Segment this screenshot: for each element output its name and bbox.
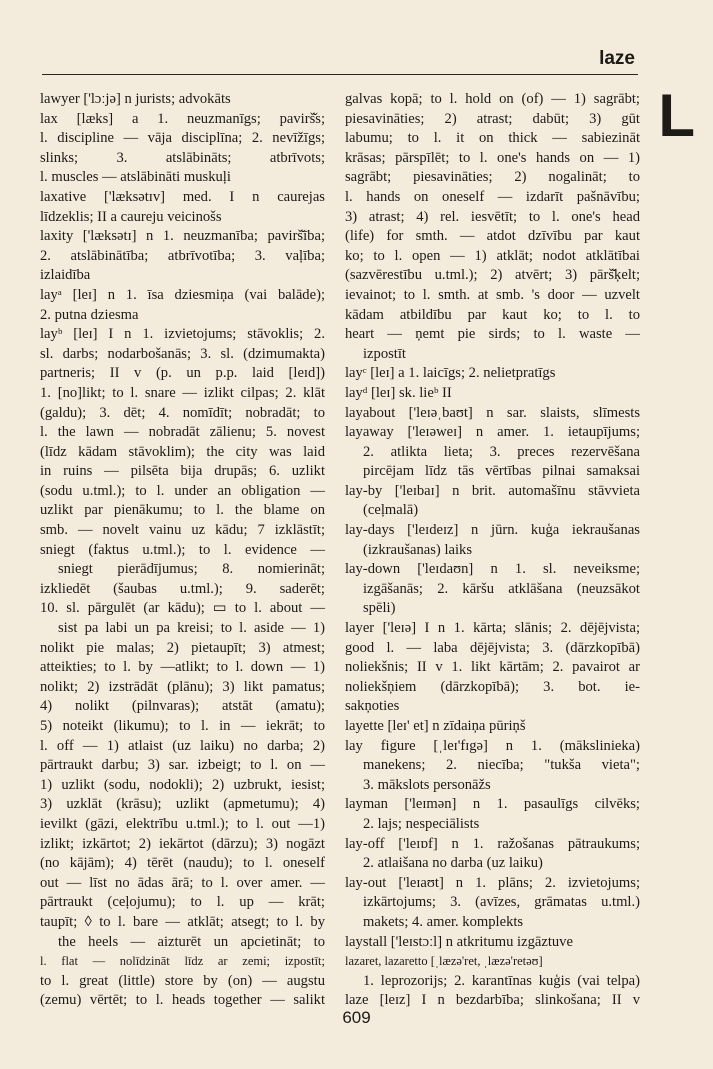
dictionary-line: layᵇ [leɪ] I n 1. izvietojums; stāvoklis; 2. [40, 326, 325, 343]
dictionary-line: lawyer ['lɔːjə] n jurists; advokāts [40, 91, 231, 107]
dictionary-line: the heels — aizturēt un apcietināt; to [58, 933, 325, 950]
dictionary-line: kādam atbildību par kaut ko; to l. to [345, 306, 640, 323]
dictionary-line: (life) for smth. — atdot dzīvību par kaut [345, 228, 640, 245]
dictionary-line: (līdz kādam stāvoklim); the city was laid [40, 443, 325, 460]
dictionary-line: (sodu u.tml.); to l. under an obligation — [40, 482, 325, 499]
dictionary-line: out — līst no ādas ārā; to l. over amer. — [40, 874, 325, 891]
dictionary-line: noliekšņiem (dārzkopībā); 3. bot. ie- [345, 678, 640, 695]
dictionary-line: (galdu); 3. dēt; 4. nomīdīt; nobradāt; to [40, 404, 325, 421]
dictionary-line: noliekšnis; II v 1. likt kārtām; 2. pavairot ar [345, 659, 640, 676]
dictionary-line: lay-off ['leɪɒf] n 1. ražošanas pātraukums; [345, 835, 640, 852]
dictionary-line: slinks; 3. atslābināts; atbrīvots; [40, 149, 325, 166]
dictionary-line: 1) uzlikt (sodu, nodokli); 2) uzbrukt, iesist; [40, 776, 325, 793]
dictionary-line: lax [læks] a 1. neuzmanīgs; pavirš̌s; [40, 110, 325, 127]
dictionary-line: laze [leɪz] I n bezdarbība; slinkošana; II v [345, 992, 640, 1009]
dictionary-line: layette [leɪ' et] n zīdaiņa pūriņš [345, 718, 526, 734]
dictionary-line: 2. atlikta lieta; 3. preces rezervēšana [363, 443, 640, 460]
dictionary-line: spēli) [363, 600, 396, 617]
dictionary-line: layabout ['leɪəˌbaʊt] n sar. slaists, slīmests [345, 404, 640, 421]
dictionary-line: (no kājām); 4) tērēt (naudu); to l. oneself [40, 855, 325, 872]
dictionary-line: sl. darbs; nodarbošanās; 3. sl. (dzimumakta) [40, 345, 325, 362]
dictionary-line: piesavināties; 2) atrast; dabūt; 3) gūt [345, 110, 640, 127]
dictionary-line: atteikties; to l. by —atlikt; to l. down — 1) [40, 659, 325, 676]
dictionary-line: l. hands on oneself — izdarīt pašnāvību; [345, 188, 640, 205]
dictionary-line: 2. atlaišana no darba (uz laiku) [363, 855, 543, 872]
dictionary-line: nolikt; 2) izstrādāt (plānu); 3) likt pamatus; [40, 678, 325, 695]
dictionary-line: makets; 4. amer. komplekts [363, 913, 524, 930]
left-column [40, 90, 325, 1009]
dictionary-line: izgāšanās; 2. kāršu atklāšana (neuzsākot [363, 580, 640, 597]
dictionary-line: good l. — laba dējējvista; 3. (dārzkopībā) [345, 639, 640, 656]
running-head-word: laze [599, 48, 635, 69]
dictionary-line: 2. lajs; nespeciālists [363, 815, 480, 832]
dictionary-line: sniegt pierādījumus; 8. nomierināt; [58, 561, 325, 578]
dictionary-line: lay-days ['leɪdeɪz] n jūrn. kuģa iekraušanas [345, 522, 640, 539]
header-rule [42, 74, 638, 75]
dictionary-line: izkārtojums; 3. (avīzes, grāmatas u.tml.) [363, 894, 640, 911]
dictionary-line: l. the lawn — nobradāt zālienu; 5. novest [40, 424, 325, 441]
dictionary-line: (zemu) vērtēt; to l. heads together — salikt [40, 992, 325, 1009]
dictionary-line: uzlikt par pienākumu; to l. the blame on [40, 502, 325, 519]
dictionary-line: pārtraukt darbu; 3) sar. izbeigt; to l. on — [40, 757, 325, 774]
dictionary-line: (ceļmalā) [363, 502, 419, 519]
dictionary-line: lay-by ['leɪbaɪ] n brit. automašīnu stāvvieta [345, 482, 640, 499]
dictionary-line: izpostīt [363, 345, 406, 362]
dictionary-line: lazaret, lazaretto [ˌlæzə'ret, ˌlæzə'retəʊ] [345, 954, 543, 969]
dictionary-line: layᵈ [leɪ] sk. lieᵇ II [345, 384, 452, 401]
dictionary-line: izlaidība [40, 267, 91, 284]
dictionary-line: smb. — novelt vainu uz kādu; 7 izklāstīt; [40, 522, 325, 539]
dictionary-line: izkliedēt (šaubas u.tml.); 9. saderēt; [40, 580, 325, 597]
dictionary-line: sakņoties [345, 698, 400, 715]
dictionary-line: 3) uzklāt (krāsu); uzlikt (apmetumu); 4) [40, 796, 325, 813]
dictionary-line: nolikt pie malas; 2) pietaupīt; 3) atmest; [40, 639, 325, 656]
dictionary-line: manekens; 2. niecība; "tukša vieta"; [363, 757, 640, 774]
dictionary-line: to l. great (little) store by (on) — augstu [40, 972, 325, 989]
dictionary-line: (sazvērestību u.tml.); 2) atvērt; 3) pārš̌ķelt; [345, 267, 640, 284]
dictionary-line: layaway ['leɪəweɪ] n amer. 1. ietaupījums; [345, 424, 640, 441]
dictionary-line: 2. atslābinātība; atbrīvotība; 3. vaļība; [40, 247, 325, 264]
dictionary-line: 3. mākslots personāžs [363, 776, 491, 793]
dictionary-line: layᵃ [leɪ] n 1. īsa dziesmiņa (vai balāde); [40, 286, 325, 303]
dictionary-line: sniegt (faktus u.tml.); to l. evidence — [40, 541, 325, 558]
dictionary-line: 2. putna dziesma [40, 306, 139, 323]
dictionary-line: heart — ņemt pie sirds; to l. waste — [345, 326, 640, 343]
dictionary-line: laxative ['læksətɪv] med. I n caurejas [40, 188, 325, 205]
dictionary-line: līdzeklis; II a caureju veicinošs [40, 208, 222, 225]
page-number: 609 [342, 1008, 371, 1027]
dictionary-line: 1. [no]likt; to l. snare — izlikt cilpas; 2. klāt [40, 384, 325, 401]
dictionary-line: pārtraukt (ceļojumu); to l. up — krāt; [40, 894, 325, 911]
letter-thumb-index: L [658, 82, 695, 149]
dictionary-line: lay-down ['leɪdaʊn] n 1. sl. neveiksme; [345, 561, 640, 578]
dictionary-line: galvas kopā; to l. hold on (of) — 1) sagrābt; [345, 91, 640, 107]
dictionary-line: laxity ['læksətɪ] n 1. neuzmanība; pavirš̌ība; [40, 228, 325, 245]
dictionary-line: l. muscles — atslābināti muskuļi [40, 169, 231, 186]
dictionary-line: l. flat — nolīdzināt līdz ar zemi; izpostīt; [40, 954, 325, 969]
dictionary-line: l. discipline — vāja disciplīna; 2. nevīžīgs; [40, 130, 325, 147]
dictionary-line: izlikt; izkārtot; 2) iekārtot (dārzu); 3) nogāzt [40, 835, 325, 852]
dictionary-line: pircējam līdz tās vērtības pilnai samaksai [363, 463, 640, 480]
right-column [345, 90, 640, 1009]
dictionary-line: lay-out ['leɪaʊt] n 1. plāns; 2. izvietojums; [345, 874, 640, 891]
dictionary-line: in ruins — pilsēta bija drupās; 6. uzlikt [40, 463, 325, 480]
dictionary-line: sagrābt; piesavināties; 2) nogalināt; to [345, 169, 640, 186]
dictionary-line: laystall ['leɪstɔːl] n atkritumu izgāztuve [345, 933, 573, 950]
dictionary-line: lay figure [ˌleɪ'fɪgə] n 1. (mākslinieka) [345, 737, 640, 754]
dictionary-line: krāsas; pārspīlēt; to l. one's hands on — 1) [345, 149, 640, 166]
dictionary-line: layer ['leɪə] I n 1. kārta; slānis; 2. dējējvista; [345, 620, 640, 637]
dictionary-line: 4) nolikt (pilnvaras); atstāt (amatu); [40, 698, 325, 715]
dictionary-line: sist pa labi un pa kreisi; to l. aside — 1) [58, 620, 325, 637]
dictionary-line: (izkraušanas) laiks [363, 541, 473, 558]
dictionary-line: l. off — 1) atlaist (uz laiku) no darba; 2) [40, 737, 325, 754]
dictionary-line: layᶜ [leɪ] a 1. laicīgs; 2. nelietpratīgs [345, 365, 556, 382]
dictionary-line: taupīt; ◊ to l. bare — atklāt; atsegt; to l. by [40, 913, 325, 930]
dictionary-line: ievainot; to l. smth. at smb. 's door — uzvelt [345, 286, 640, 303]
dictionary-line: 10. sl. pārgulēt (ar kādu); ▭ to l. about — [40, 600, 325, 617]
dictionary-line: ko; to l. open — 1) atklāt; nodot atklātībai [345, 247, 640, 264]
dictionary-line: labumu; to l. it on thick — sabiezināt [345, 130, 640, 147]
dictionary-line: partneris; II v (p. un p.p. laid [leɪd]) [40, 365, 325, 382]
dictionary-line: 1. leprozorijs; 2. karantīnas kuģis (vai telpa) [363, 972, 640, 989]
dictionary-line: 3) atrast; 4) rel. iesvētīt; to l. one's head [345, 208, 640, 225]
dictionary-line: ievilkt (gāzi, elektrību u.tml.); to l. out —1) [40, 815, 325, 832]
dictionary-line: 5) noteikt (likumu); to l. in — iekrāt; to [40, 718, 325, 734]
dictionary-line: layman ['leɪmən] n 1. pasaulīgs cilvēks; [345, 796, 640, 813]
